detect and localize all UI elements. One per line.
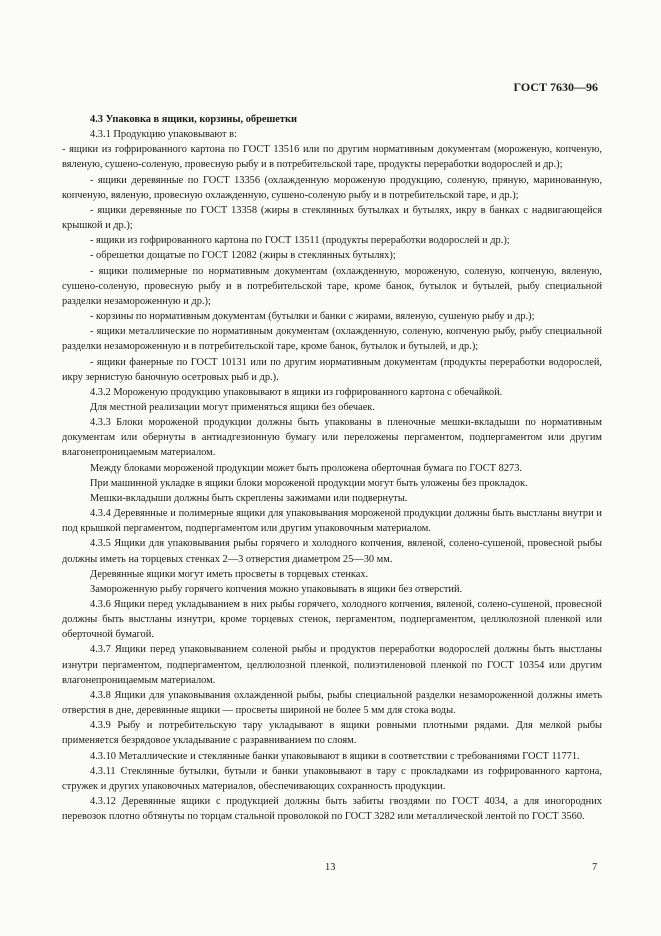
section-heading: 4.3 Упаковка в ящики, корзины, обрешетки [90,114,297,125]
paragraph-frozen-smoked: Замороженную рыбу горячего копчения можно упаковывать в ящики без отверстий. [90,583,463,595]
paragraph-4-3-4: 4.3.4 Деревянные и полимерные ящики для упаковывания мороженой продукции должны быть выстланы внутри и под крышкой пергаментом, подпергаментом или другим упаковочным материалом. [62,508,602,535]
paragraph-wooden-gaps: Деревянные ящики могут иметь просветы в торцевых стенках. [90,568,369,580]
list-item-wooden-boxes-13358: - ящики деревянные по ГОСТ 13358 (жиры в стеклянных бутылках и бутылях, икру в банках с надвигающейся крышкой и др.); [62,204,602,232]
paragraph-wrapping-paper: Между блоками мороженой продукции может быть проложена оберточная бумага по ГОСТ 8273. [90,462,522,474]
paragraph-4-3-3: 4.3.3 Блоки мороженой продукции должны быть упакованы в пленочные мешки-вкладыши по нормативным документам или обернуты в антиадгезионную бумагу или переложены пергаментом, подпергаментом или другим влагонепроницаемым материалом. [62,417,602,459]
list-item-corrugated-boxes-13511: - ящики из гофрированного картона по ГОСТ 13511 (продукты переработки водорослей и др.); [90,235,510,247]
list-item-wooden-boxes-13356: - ящики деревянные по ГОСТ 13356 (охлажденную мороженую продукцию, соленую, пряную, маринованную, копченую, вяленую, провесную охлажденную, сушено-соленую рыбу и в потребительской таре, и др.); [62,174,602,201]
paragraph-4-3-10: 4.3.10 Металлические и стеклянные банки упаковывают в ящики в соответствии с требованиями ГОСТ 11771. [90,750,580,762]
list-item-crates: - обрешетки дощатые по ГОСТ 12082 (жиры в стеклянных бутылях); [90,250,396,262]
list-item-corrugated-boxes: - ящики из гофрированного картона по ГОСТ 13516 или по другим нормативным документам (мороженую, копченую, вяленую, сушено-соленую, провесную рыбу и в потребительской таре, продукты переработки водорослей и др.); [62,144,602,171]
paragraph-4-3-2: 4.3.2 Мороженую продукцию упаковывают в ящики из гофрированного картона с обечайкой. [90,386,503,398]
paragraph-machine-packing: При машинной укладке в ящики блоки мороженой продукции могут быть уложены без прокладок. [90,477,528,489]
list-item-plywood-boxes: - ящики фанерные по ГОСТ 10131 или по другим нормативным документам (продукты переработки водорослей, икру зернистую баночную осетровых рыб и др.). [62,356,602,383]
paragraph-4-3-7: 4.3.7 Ящики перед упаковыванием соленой рыбы и продуктов переработки водорослей должны быть выстланы изнутри пергаментом, подпергаментом, целлюлозной пленкой, полиэтиленовой пленкой по ГОСТ 10354 или другим влагонепроницаемым материалом. [62,644,602,686]
paragraph-bag-clamps: Мешки-вкладыши должны быть скреплены зажимами или подвернуты. [90,492,408,504]
standard-number: ГОСТ 7630—96 [513,80,598,94]
paragraph-4-3-8: 4.3.8 Ящики для упаковывания охлажденной рыбы, рыбы специальной разделки незамороженной должны иметь отверстия в дне, деревянные ящики — просветы шириной не более 5 мм для стока воды. [62,689,602,717]
paragraph-4-3-12: 4.3.12 Деревянные ящики с продукцией должны быть забиты гвоздями по ГОСТ 4034, а для иногородних перевозок плотно обтянуты по торцам стальной проволокой по ГОСТ 3282 или металлической лентой по ГОСТ 3560. [62,796,602,823]
list-item-polymer-boxes: - ящики полимерные по нормативным документам (охлажденную, мороженую, соленую, копченую, вяленую, сушено-соленую, провесную рыбу и в потребительской таре, кроме банок, бутылок и бутылей, рыбу специальной разделки незамороженную и др.); [62,265,602,307]
page-number-right: 7 [592,862,598,873]
list-item-baskets: - корзины по нормативным документам (бутылки и банки с жирами, вяленую, сушеную рыбу и др.); [90,311,535,323]
paragraph-4-3-1: 4.3.1 Продукцию упаковывают в: [90,129,237,141]
paragraph-4-3-9: 4.3.9 Рыбу и потребительскую тару укладывают в ящики ровными плотными рядами. Для мелкой рыбы применяется безрядовое укладывание с разравниванием по слоям. [62,720,602,747]
paragraph-local-sale: Для местной реализации могут применяться ящики без обечаек. [90,401,375,413]
page-number-center: 13 [325,862,336,873]
paragraph-4-3-6: 4.3.6 Ящики перед укладыванием в них рыбы горячего, холодного копчения, вяленой, солено-сушеной, провесной должны быть выстланы изнутри, кроме торцевых стенок, пергаментом, подпергаментом, целлюлозной пленкой или оберточной бумагой. [62,599,602,641]
list-item-metal-boxes: - ящики металлические по нормативным документам (охлажденную, соленую, копченую рыбу, рыбу специальной разделки незамороженную и в потребительской таре, кроме банок, бутылок и бутылей, и др.); [62,326,602,353]
paragraph-4-3-11: 4.3.11 Стеклянные бутылки, бутыли и банки упаковывают в тару с прокладками из гофрированного картона, стружек и других упаковочных материалов, обеспечивающих сохранность продукции. [62,765,602,792]
section-content [62,112,602,824]
paragraph-4-3-5: 4.3.5 Ящики для упаковывания рыбы горячего и холодного копчения, вяленой, солено-сушеной, провесной рыбы должны иметь на торцевых стенках 2—3 отверстия диаметром 25—30 мм. [62,538,602,565]
